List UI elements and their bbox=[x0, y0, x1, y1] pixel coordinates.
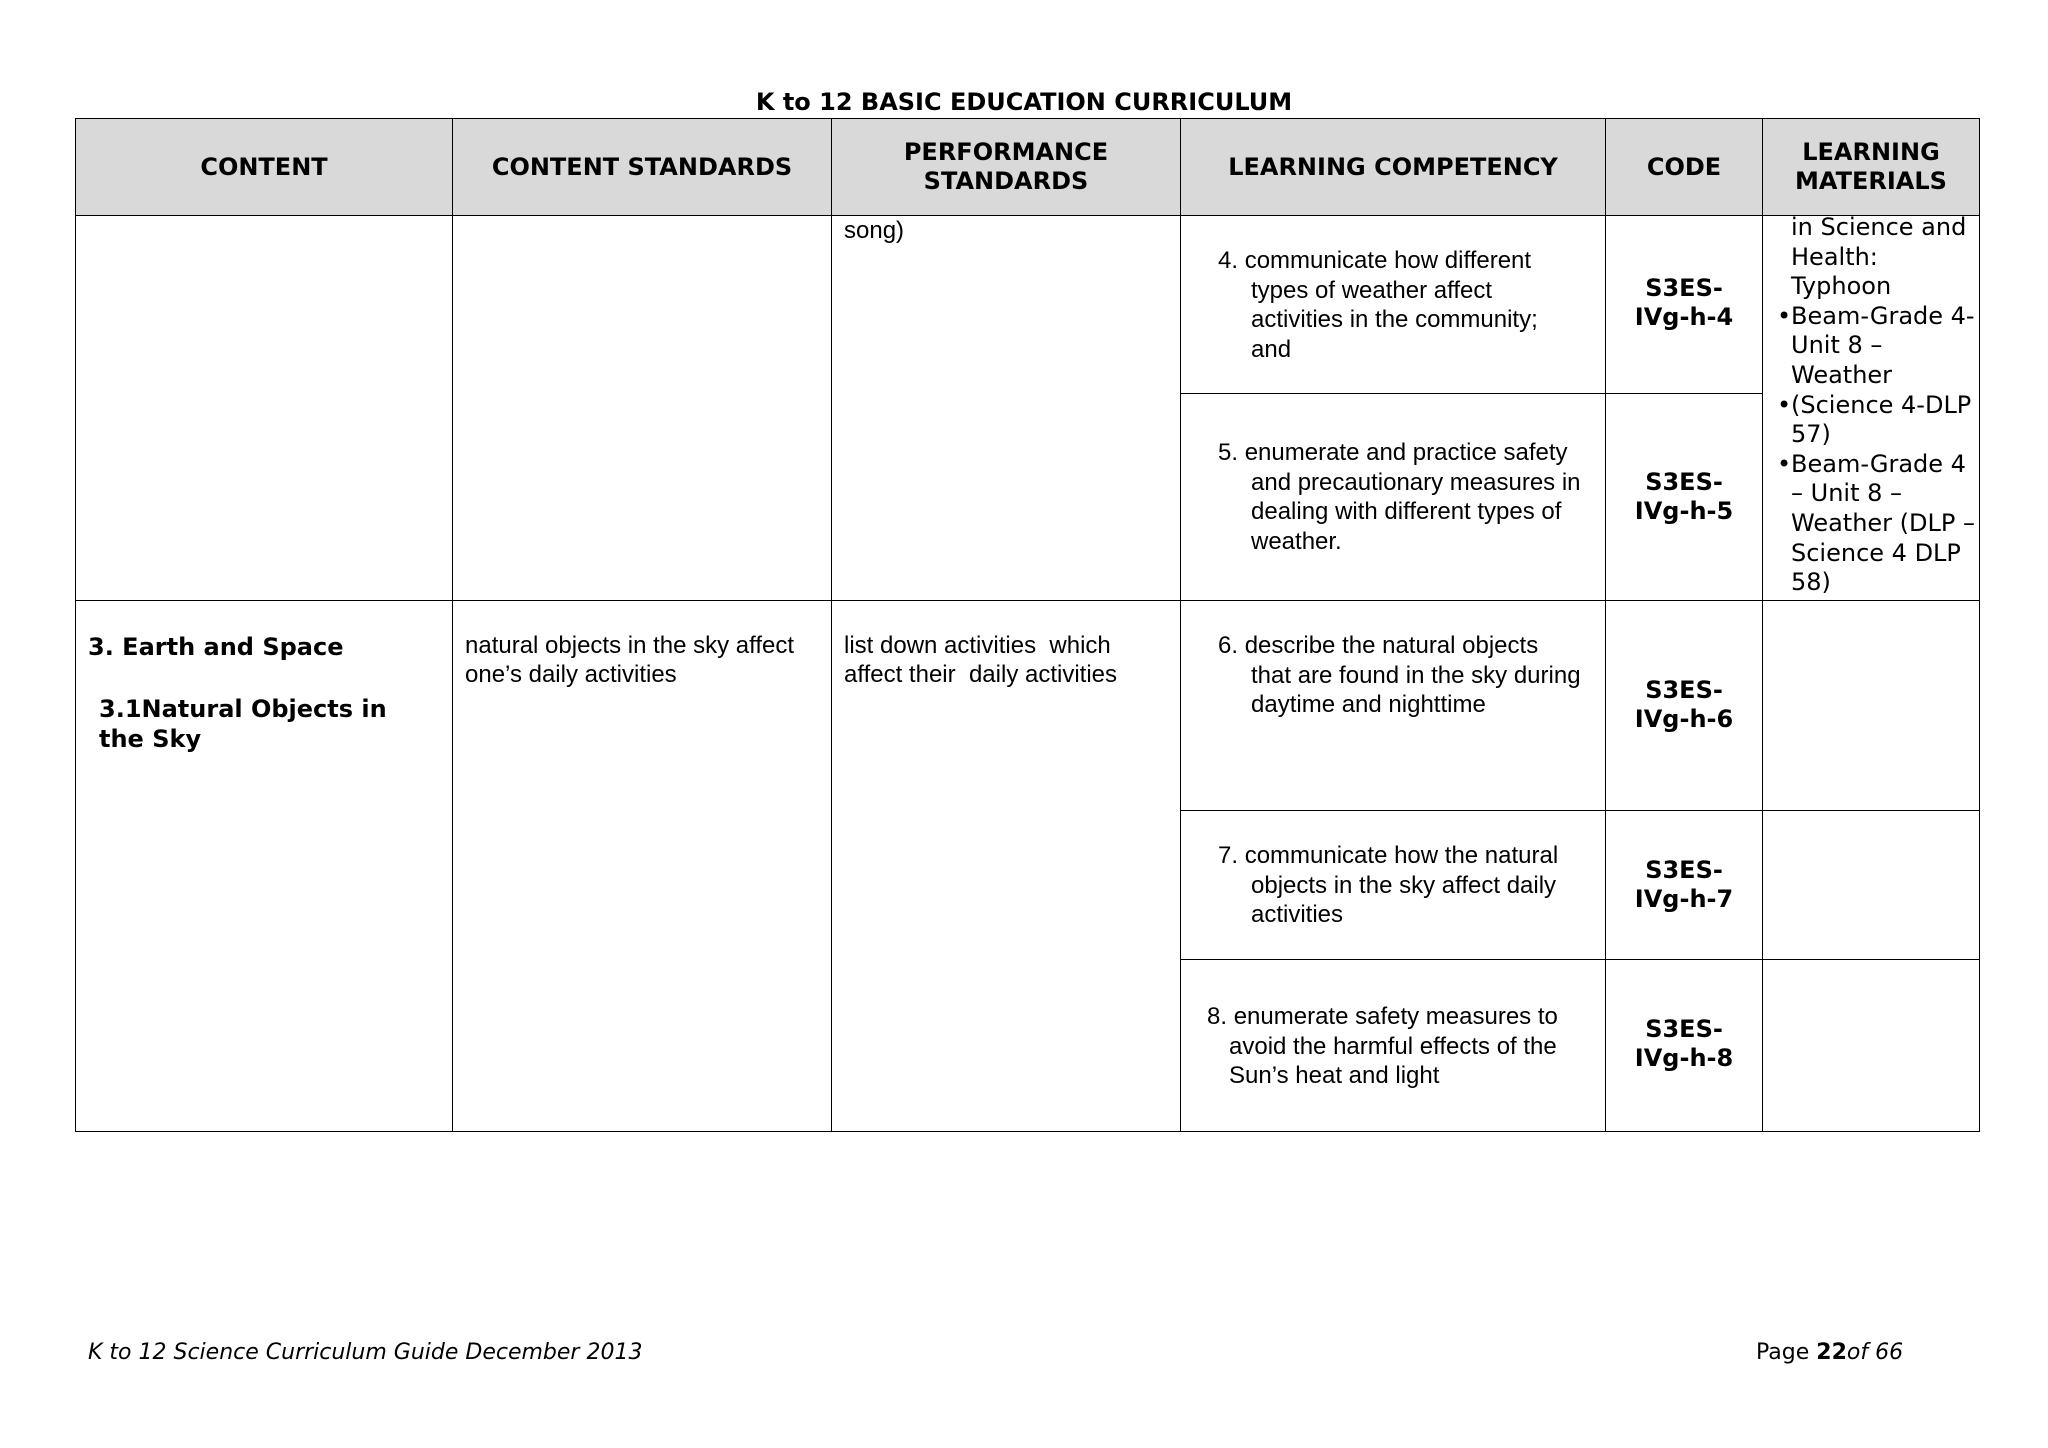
s1-performance-standards-cell bbox=[831, 215, 1181, 601]
s2-content-subtitle: 3.1Natural Objects in the Sky bbox=[99, 695, 387, 753]
s1-content-standards-cell bbox=[452, 215, 832, 601]
materials-item-3: • Beam-Grade 4 – Unit 8 – Weather (DLP – Science 4 DLP 58) bbox=[1763, 450, 1979, 598]
competency-4-num: 4. bbox=[1218, 247, 1239, 274]
s2-materials-6-cell bbox=[1762, 600, 1980, 811]
s1-materials-cell bbox=[1762, 215, 1980, 601]
s2-content-cell bbox=[75, 600, 453, 1132]
s1-competency-4-cell bbox=[1180, 215, 1606, 394]
competency-8-first-line: enumerate safety measures to bbox=[1233, 1003, 1558, 1030]
competency-5-num: 5. bbox=[1218, 439, 1239, 466]
header-learning-competency: LEARNING COMPETENCY bbox=[1180, 118, 1606, 216]
competency-4 bbox=[1218, 246, 1603, 364]
s2-code-6-cell bbox=[1605, 600, 1763, 811]
s2-content-standards-cell bbox=[452, 600, 832, 1132]
footer-page bbox=[1756, 1340, 1903, 1365]
s1-competency-5-cell bbox=[1180, 393, 1606, 601]
code-5: S3ES-IVg-h-5 bbox=[1634, 468, 1734, 525]
s1-content-cell bbox=[75, 215, 453, 601]
competency-7-rest: objects in the sky affect daily activities bbox=[1251, 871, 1557, 928]
s2-content-standards-text: natural objects in the sky affect one’s daily activities bbox=[465, 632, 795, 688]
s2-materials-8-cell bbox=[1762, 959, 1980, 1132]
competency-4-first-line: communicate how different bbox=[1244, 247, 1532, 274]
header-learning-materials: LEARNING MATERIALS bbox=[1762, 118, 1980, 216]
competency-5-first-line: enumerate and practice safety bbox=[1244, 439, 1568, 466]
competency-8 bbox=[1207, 1002, 1602, 1091]
competency-6-first-line: describe the natural objects bbox=[1244, 632, 1539, 659]
competency-5-rest: and precautionary measures in dealing with different types of weather. bbox=[1251, 468, 1581, 555]
competency-7 bbox=[1218, 841, 1603, 930]
curriculum-table bbox=[75, 118, 1980, 1132]
competency-6 bbox=[1218, 631, 1603, 720]
s1-code-5-cell bbox=[1605, 393, 1763, 601]
materials-list bbox=[1763, 213, 1979, 598]
code-8: S3ES-IVg-h-8 bbox=[1634, 1015, 1734, 1072]
materials-continued: in Science and Health: Typhoon bbox=[1791, 213, 1967, 301]
header-content: CONTENT bbox=[75, 118, 453, 216]
competency-4-rest: types of weather affect activities in the community; and bbox=[1251, 276, 1538, 363]
s2-code-8-cell bbox=[1605, 959, 1763, 1132]
footer-page-number: 22 bbox=[1816, 1340, 1847, 1365]
competency-7-num: 7. bbox=[1218, 842, 1239, 869]
s1-performance-text: song) bbox=[844, 217, 905, 244]
competency-8-rest: avoid the harmful effects of the Sun’s heat and light bbox=[1229, 1032, 1557, 1089]
s1-code-4-cell bbox=[1605, 215, 1763, 394]
header-performance-standards: PERFORMANCE STANDARDS bbox=[831, 118, 1181, 216]
competency-5 bbox=[1218, 438, 1603, 556]
s2-competency-8-cell bbox=[1180, 959, 1606, 1132]
footer-page-prefix: Page bbox=[1756, 1340, 1817, 1365]
competency-6-rest: that are found in the sky during daytime and nighttime bbox=[1251, 661, 1581, 718]
code-7: S3ES-IVg-h-7 bbox=[1634, 856, 1734, 913]
competency-7-first-line: communicate how the natural bbox=[1244, 842, 1559, 869]
footer-guide: K to 12 Science Curriculum Guide December 2013 bbox=[88, 1340, 643, 1365]
header-content-standards: CONTENT STANDARDS bbox=[452, 118, 832, 216]
s2-code-7-cell bbox=[1605, 810, 1763, 960]
s2-performance-standards-cell bbox=[831, 600, 1181, 1132]
s2-competency-7-cell bbox=[1180, 810, 1606, 960]
footer-page-total: of 66 bbox=[1846, 1340, 1904, 1365]
s2-materials-7-cell bbox=[1762, 810, 1980, 960]
code-6: S3ES-IVg-h-6 bbox=[1634, 676, 1734, 733]
s2-competency-6-cell bbox=[1180, 600, 1606, 811]
header-code: CODE bbox=[1605, 118, 1763, 216]
materials-item-1: • Beam-Grade 4-Unit 8 – Weather bbox=[1763, 302, 1979, 391]
s2-performance-standards-text: list down activities which affect their daily activities bbox=[844, 632, 1118, 688]
document-title: K to 12 BASIC EDUCATION CURRICULUM bbox=[755, 88, 1293, 116]
competency-6-num: 6. bbox=[1218, 632, 1239, 659]
s2-content-title: 3. Earth and Space bbox=[88, 633, 344, 661]
competency-8-num: 8. bbox=[1207, 1003, 1228, 1030]
materials-item-2: • (Science 4-DLP 57) bbox=[1763, 391, 1979, 450]
code-4: S3ES-IVg-h-4 bbox=[1634, 274, 1734, 331]
